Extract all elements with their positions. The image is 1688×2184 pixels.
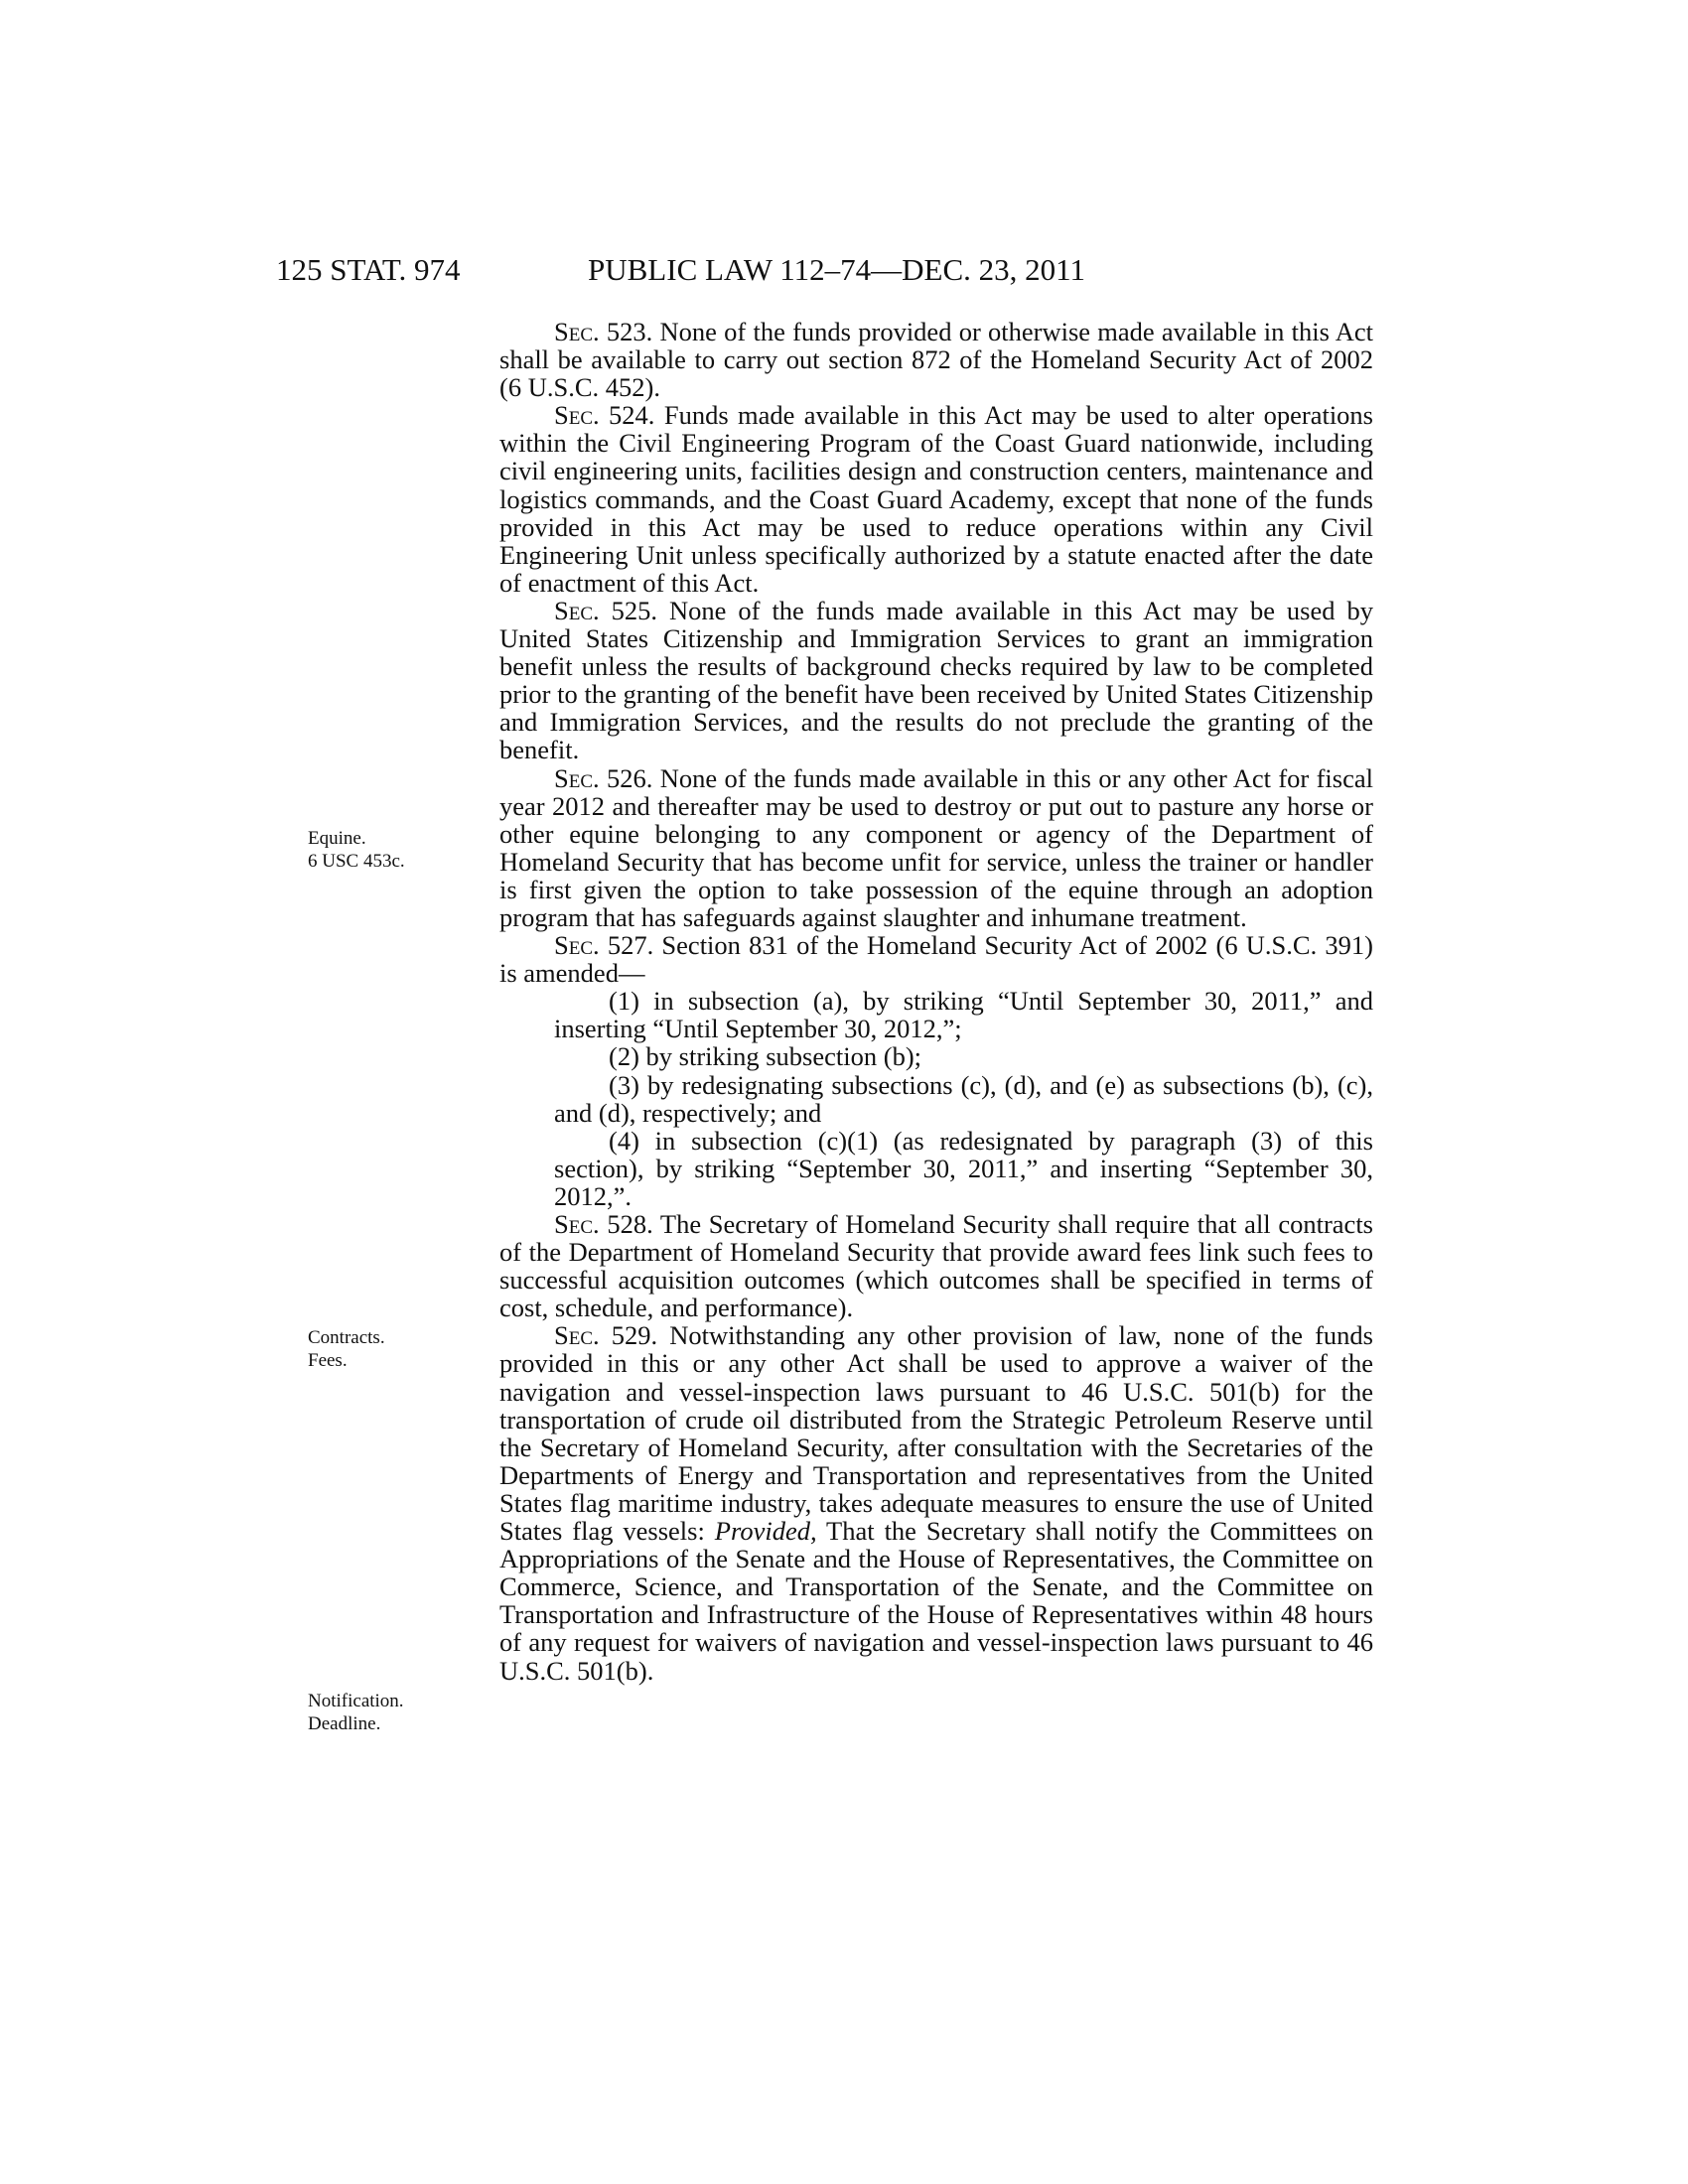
section-text: 526. None of the funds made available in this or any other Act for fiscal year 2012 and thereafter may be used to destroy or put out to pasture any horse or other equine belonging to any component or agency of the Department of Homeland Security that has become unfit for service, unless the trainer or handler is first given the option to take possession of the equine through an adoption program that has safeguards against slaughter and inhumane treatment.: [499, 762, 1373, 932]
margin-note-contracts: [308, 1326, 467, 1372]
section-label: Sec.: [554, 400, 600, 431]
section-527-item-4: (4) in subsection (c)(1) (as redesignated by paragraph (3) of this section), by striking “September 30, 2011,” and inserting “September 30, 2012,”.: [554, 1125, 1373, 1211]
section-527: [499, 931, 1373, 987]
section-527-item-3: (3) by redesignating subsections (c), (d), and (e) as subsections (b), (c), and (d), respectively; and: [554, 1069, 1373, 1128]
section-523: [499, 318, 1373, 401]
section-label: Sec.: [554, 762, 600, 793]
section-525: [499, 597, 1373, 764]
section-528: [499, 1210, 1373, 1321]
law-title: PUBLIC LAW 112–74—DEC. 23, 2011: [588, 252, 1085, 287]
section-label: Sec.: [554, 1320, 600, 1351]
section-text: 528. The Secretary of Homeland Security shall require that all contracts of the Department of Homeland Security that provide award fees link such fees to successful acquisition outcomes (which outcomes shall be specified in terms of cost, schedule, and performance).: [499, 1209, 1373, 1323]
margin-note-line: Equine.: [308, 828, 366, 849]
margin-note-line: Contracts.: [308, 1327, 385, 1348]
section-text: 525. None of the funds made available in this Act may be used by United States Citizenship and Immigration Services to grant an immigration benefit unless the results of background checks required by law to be completed prior to the granting of the benefit have been received by United States Citizenship and Immigration Services, and the results do not preclude the granting of the benefit.: [499, 595, 1373, 765]
margin-note-line: 6 USC 453c.: [308, 851, 405, 872]
section-label: Sec.: [554, 1209, 600, 1239]
section-526: [499, 764, 1373, 932]
section-529: [499, 1321, 1373, 1684]
section-label: Sec.: [554, 317, 600, 346]
section-label: Sec.: [554, 595, 600, 625]
margin-note-line: Notification.: [308, 1691, 404, 1711]
margin-note-line: Deadline.: [308, 1713, 381, 1734]
section-label: Sec.: [554, 930, 600, 961]
statute-body: [499, 318, 1373, 1685]
margin-note-line: Fees.: [308, 1350, 348, 1371]
section-524: [499, 401, 1373, 597]
section-text: That the Secretary shall notify the Committees on Appropriations of the Senate and the House of Representatives, the Committee on Commerce, Science, and Transportation of the Senate, and the Committee on Transportation and Infrastructure of the House of Representatives within 48 hours of any request for waivers of navigation and vessel-inspection laws pursuant to 46 U.S.C. 501(b).: [499, 1516, 1373, 1686]
provided-term: Provided,: [714, 1516, 817, 1547]
section-527-item-2: (2) by striking subsection (b);: [609, 1041, 922, 1072]
margin-note-equine: [308, 827, 467, 873]
stat-citation: 125 STAT. 974: [276, 252, 461, 287]
section-text: 527. Section 831 of the Homeland Security Act of 2002 (6 U.S.C. 391) is amended—: [499, 930, 1373, 989]
section-text: 523. None of the funds provided or otherwise made available in this Act shall be available to carry out section 872 of the Homeland Security Act of 2002 (6 U.S.C. 452).: [499, 317, 1373, 403]
section-text: 524. Funds made available in this Act may be used to alter operations within the Civil Engineering Program of the Coast Guard nationwide, including civil engineering units, facilities design and construction centers, maintenance and logistics commands, and the Coast Guard Academy, except that none of the funds provided in this Act may be used to reduce operations within any Civil Engineering Unit unless specifically authorized by a statute enacted after the date of enactment of this Act.: [499, 400, 1373, 598]
section-527-item-1: (1) in subsection (a), by striking “Until September 30, 2011,” and inserting “Until September 30, 2012,”;: [554, 986, 1373, 1044]
margin-note-notification: [308, 1690, 467, 1735]
section-text: 529. Notwithstanding any other provision of law, none of the funds provided in this or any other Act shall be used to approve a waiver of the navigation and vessel-inspection laws pursuant to 46 U.S.C. 501(b) for the transportation of crude oil distributed from the Strategic Petroleum Reserve until the Secretary of Homeland Security, after consultation with the Secretaries of the Departments of Energy and Transportation and representatives from the United States flag maritime industry, takes adequate measures to ensure the use of United States flag vessels:: [499, 1320, 1373, 1547]
running-head: [0, 250, 1688, 290]
